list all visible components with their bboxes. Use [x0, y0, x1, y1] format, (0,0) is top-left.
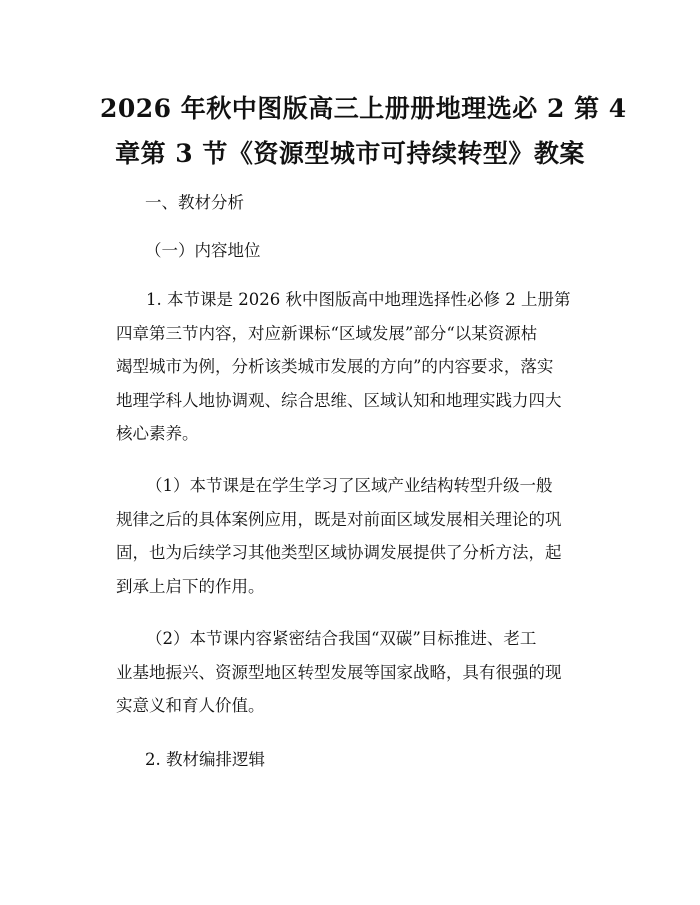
paragraph-line: 固，也为后续学习其他类型区域协调发展提供了分析方法，起: [116, 543, 562, 562]
section-heading-textbook-analysis: 一、教材分析: [145, 193, 244, 212]
paragraph-line: 实意义和育人价值。: [116, 696, 265, 715]
paragraph-2: [116, 469, 606, 603]
document-title: [100, 86, 627, 176]
title-line: 2026 年秋中图版高三上册册地理选必 2 第 4: [100, 94, 627, 123]
paragraph-line: 核心素养。: [116, 424, 199, 443]
paragraph-1: [116, 283, 606, 451]
paragraph-line: 规律之后的具体案例应用，既是对前面区域发展相关理论的巩: [116, 509, 562, 529]
paragraph-line: 竭型城市为例，分析该类城市发展的方向”的内容要求，落实: [116, 357, 554, 376]
title-line: 章第 3 节《资源型城市可持续转型》教案: [115, 139, 585, 168]
paragraph-line: 业基地振兴、资源型地区转型发展等国家战略，具有很强的现: [116, 662, 562, 682]
paragraph-line: （1）本节课是在学生学习了区域产业结构转型升级一般: [146, 476, 553, 495]
paragraph-line: 四章第三节内容，对应新课标“区域发展”部分“以某资源枯: [116, 323, 538, 343]
subsection-heading-content-position: （一）内容地位: [145, 241, 261, 260]
paragraph-3: [116, 622, 606, 723]
paragraph-line: 地理学科人地协调观、综合思维、区域认知和地理实践力四大: [116, 390, 562, 410]
paragraph-line: 1. 本节课是 2026 秋中图版高中地理选择性必修 2 上册第: [146, 290, 571, 309]
paragraph-line: 到承上启下的作用。: [116, 576, 265, 596]
item-heading-textbook-arrangement-logic: 2. 教材编排逻辑: [145, 750, 265, 769]
paragraph-line: （2）本节课内容紧密结合我国“双碳”目标推进、老工: [146, 629, 537, 648]
